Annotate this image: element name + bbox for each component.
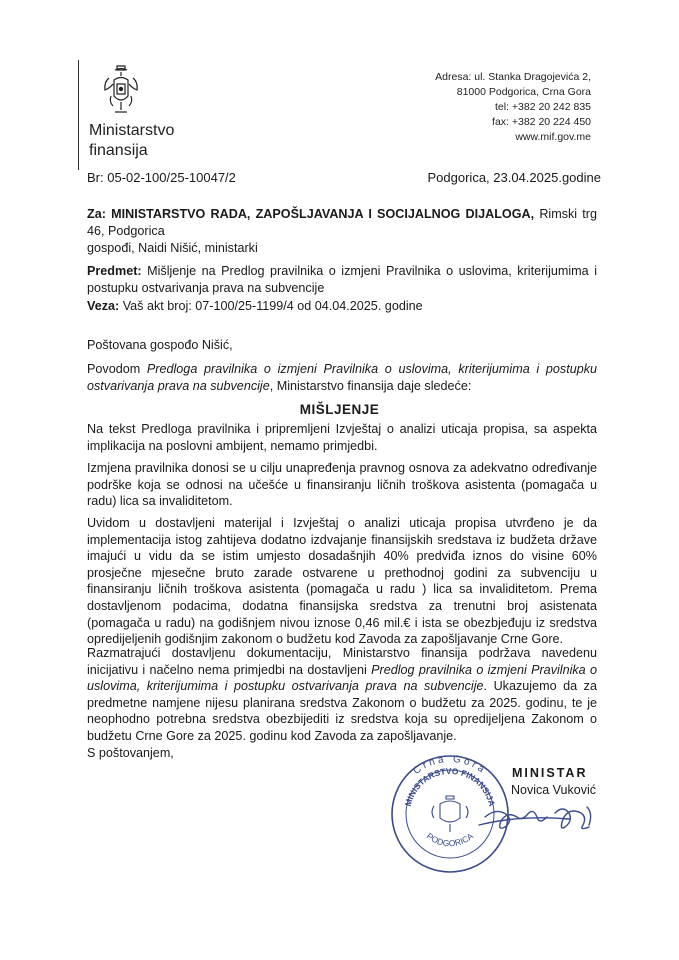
address-fax: fax: +382 20 224 450 <box>492 116 591 128</box>
letter-date: Podgorica, 23.04.2025.godine <box>427 170 601 185</box>
paragraph-4-italic: Predlog pravilnika o izmjeni Pravilnika o uslovima, kriterijumima i postupku ostvarivanja prava na subvencije <box>87 662 597 694</box>
header-divider <box>78 60 79 170</box>
stamp-middle-text: MINISTARSTVO FINANSIJA <box>402 765 498 808</box>
ministry-name <box>89 121 174 161</box>
address-block <box>435 70 591 145</box>
paragraph-4-post: . Ukazujemo da za predmetne namjene nijesu planirana sredstva Zakonom o budžetu za 2025. godinu, te je neophodno potrebna sredstva obezbijediti iz sredstva koja su opredijeljena Zakonom o budžetu Crne Gore za 2025. godinu kod Zavoda za zapošljavanje. <box>87 679 597 743</box>
recipient-block <box>87 206 597 239</box>
paragraph-1: Na tekst Predloga pravilnika i pripremljeni Izvještaj o analizi uticaja propisa, sa aspekta implikacija na poslovni ambijent, nemamo primjedbi. <box>87 422 597 453</box>
intro-italic: Predloga pravilnika o izmjeni Pravilnika o uslovima, kriterijumima i postupku ostvarivanja prava na subvencije <box>87 362 597 393</box>
intro-pre: Povodom <box>87 362 147 376</box>
ministry-name-line1: Ministarstvo <box>89 122 175 139</box>
recipient-person: gospođi, Naidi Nišić, ministarki <box>87 241 258 255</box>
recipient-address: Rimski trg 46, Podgorica <box>87 207 597 238</box>
veza-label: Veza: <box>87 299 120 313</box>
reference-number: Br: 05-02-100/25-10047/2 <box>87 170 236 185</box>
coat-of-arms-logo <box>103 62 139 120</box>
recipient-label: Za: <box>87 207 106 221</box>
stamp-emblem-icon <box>432 796 468 832</box>
signatory-title: MINISTAR <box>512 766 588 780</box>
paragraph-2: Izmjena pravilnika donosi se u cilju unapređenja pravnog osnova za adekvatno određivanje podrške koja se odnosi na učešće u finansiranju ličnih troškova asistenta (pomagača u radu) lica sa invaliditetom. <box>87 461 597 509</box>
paragraph-4-pre: Razmatrajući dostavljenu dokumentaciju, Ministarstvo finansija podržava navedenu inicijativu i načelno nema primjedbi na dostavljeni <box>87 646 597 677</box>
paragraph-4 <box>87 645 597 745</box>
subject-text: Mišljenje na Predlog pravilnika o izmjeni Pravilnika o uslovima, kriterijumima i postupku ostvarivanja prava na subvencije <box>87 264 597 295</box>
handwritten-signature <box>475 795 605 840</box>
signatory-name: Novica Vuković <box>511 783 596 797</box>
paragraph-3: Uvidom u dostavljeni materijal i Izvještaj o analizi uticaja propisa utvrđeno je da implementacija istog zahtijeva dodatno izdvajanje finansijskih sredstava iz budžeta države imajući u vidu da se istim umjesto dosadašnjih 40% predviđa iznos do visine 60% prosječne mjesečne bruto zarade ostvarene u prethodnoj godini za subvenciju u finansiranju ličnih troškova asistenta (pomagača u radu ) lica sa invaliditetom. Prema dostavljenom podacima, dodatna finansijska sredstva za trenutni broj asistenata (pomagača u radu) na godišnjem nivou iznose 0,46 mil.€ i ista se obezbjeđuju iz sredstva opredijeljenih godišnjim zakonom o budžetu kod Zavoda za zapošljavanje Crne Gore. <box>87 516 597 647</box>
veza-line <box>87 298 597 315</box>
address-street: Adresa: ul. Stanka Dragojevića 2, <box>435 71 591 83</box>
subject-label: Predmet: <box>87 264 142 278</box>
intro-post: , Ministarstvo finansija daje sledeće: <box>269 378 472 393</box>
opinion-heading: MIŠLJENJE <box>299 402 380 417</box>
salutation: Poštovana gospođo Nišić, <box>87 338 233 352</box>
svg-text:PODGORICA <box>425 831 476 849</box>
address-phone: tel: +382 20 242 835 <box>494 101 591 113</box>
subject-line <box>87 263 597 296</box>
veza-text: Vaš akt broj: 07-100/25-1199/4 od 04.04.2025. godine <box>119 299 423 313</box>
recipient-name: MINISTARSTVO RADA, ZAPOŠLJAVANJA I SOCIJALNOG DIJALOGA, <box>111 207 535 221</box>
ministry-name-line2: finansija <box>89 142 148 159</box>
address-city: 81000 Podgorica, Crna Gora <box>456 86 591 98</box>
closing: S poštovanjem, <box>87 746 174 760</box>
intro-paragraph <box>87 361 597 394</box>
stamp-top-text: Crna Gora <box>411 753 489 777</box>
stamp-bottom-text: PODGORICA <box>424 830 476 849</box>
address-website: www.mif.gov.me <box>515 131 591 143</box>
